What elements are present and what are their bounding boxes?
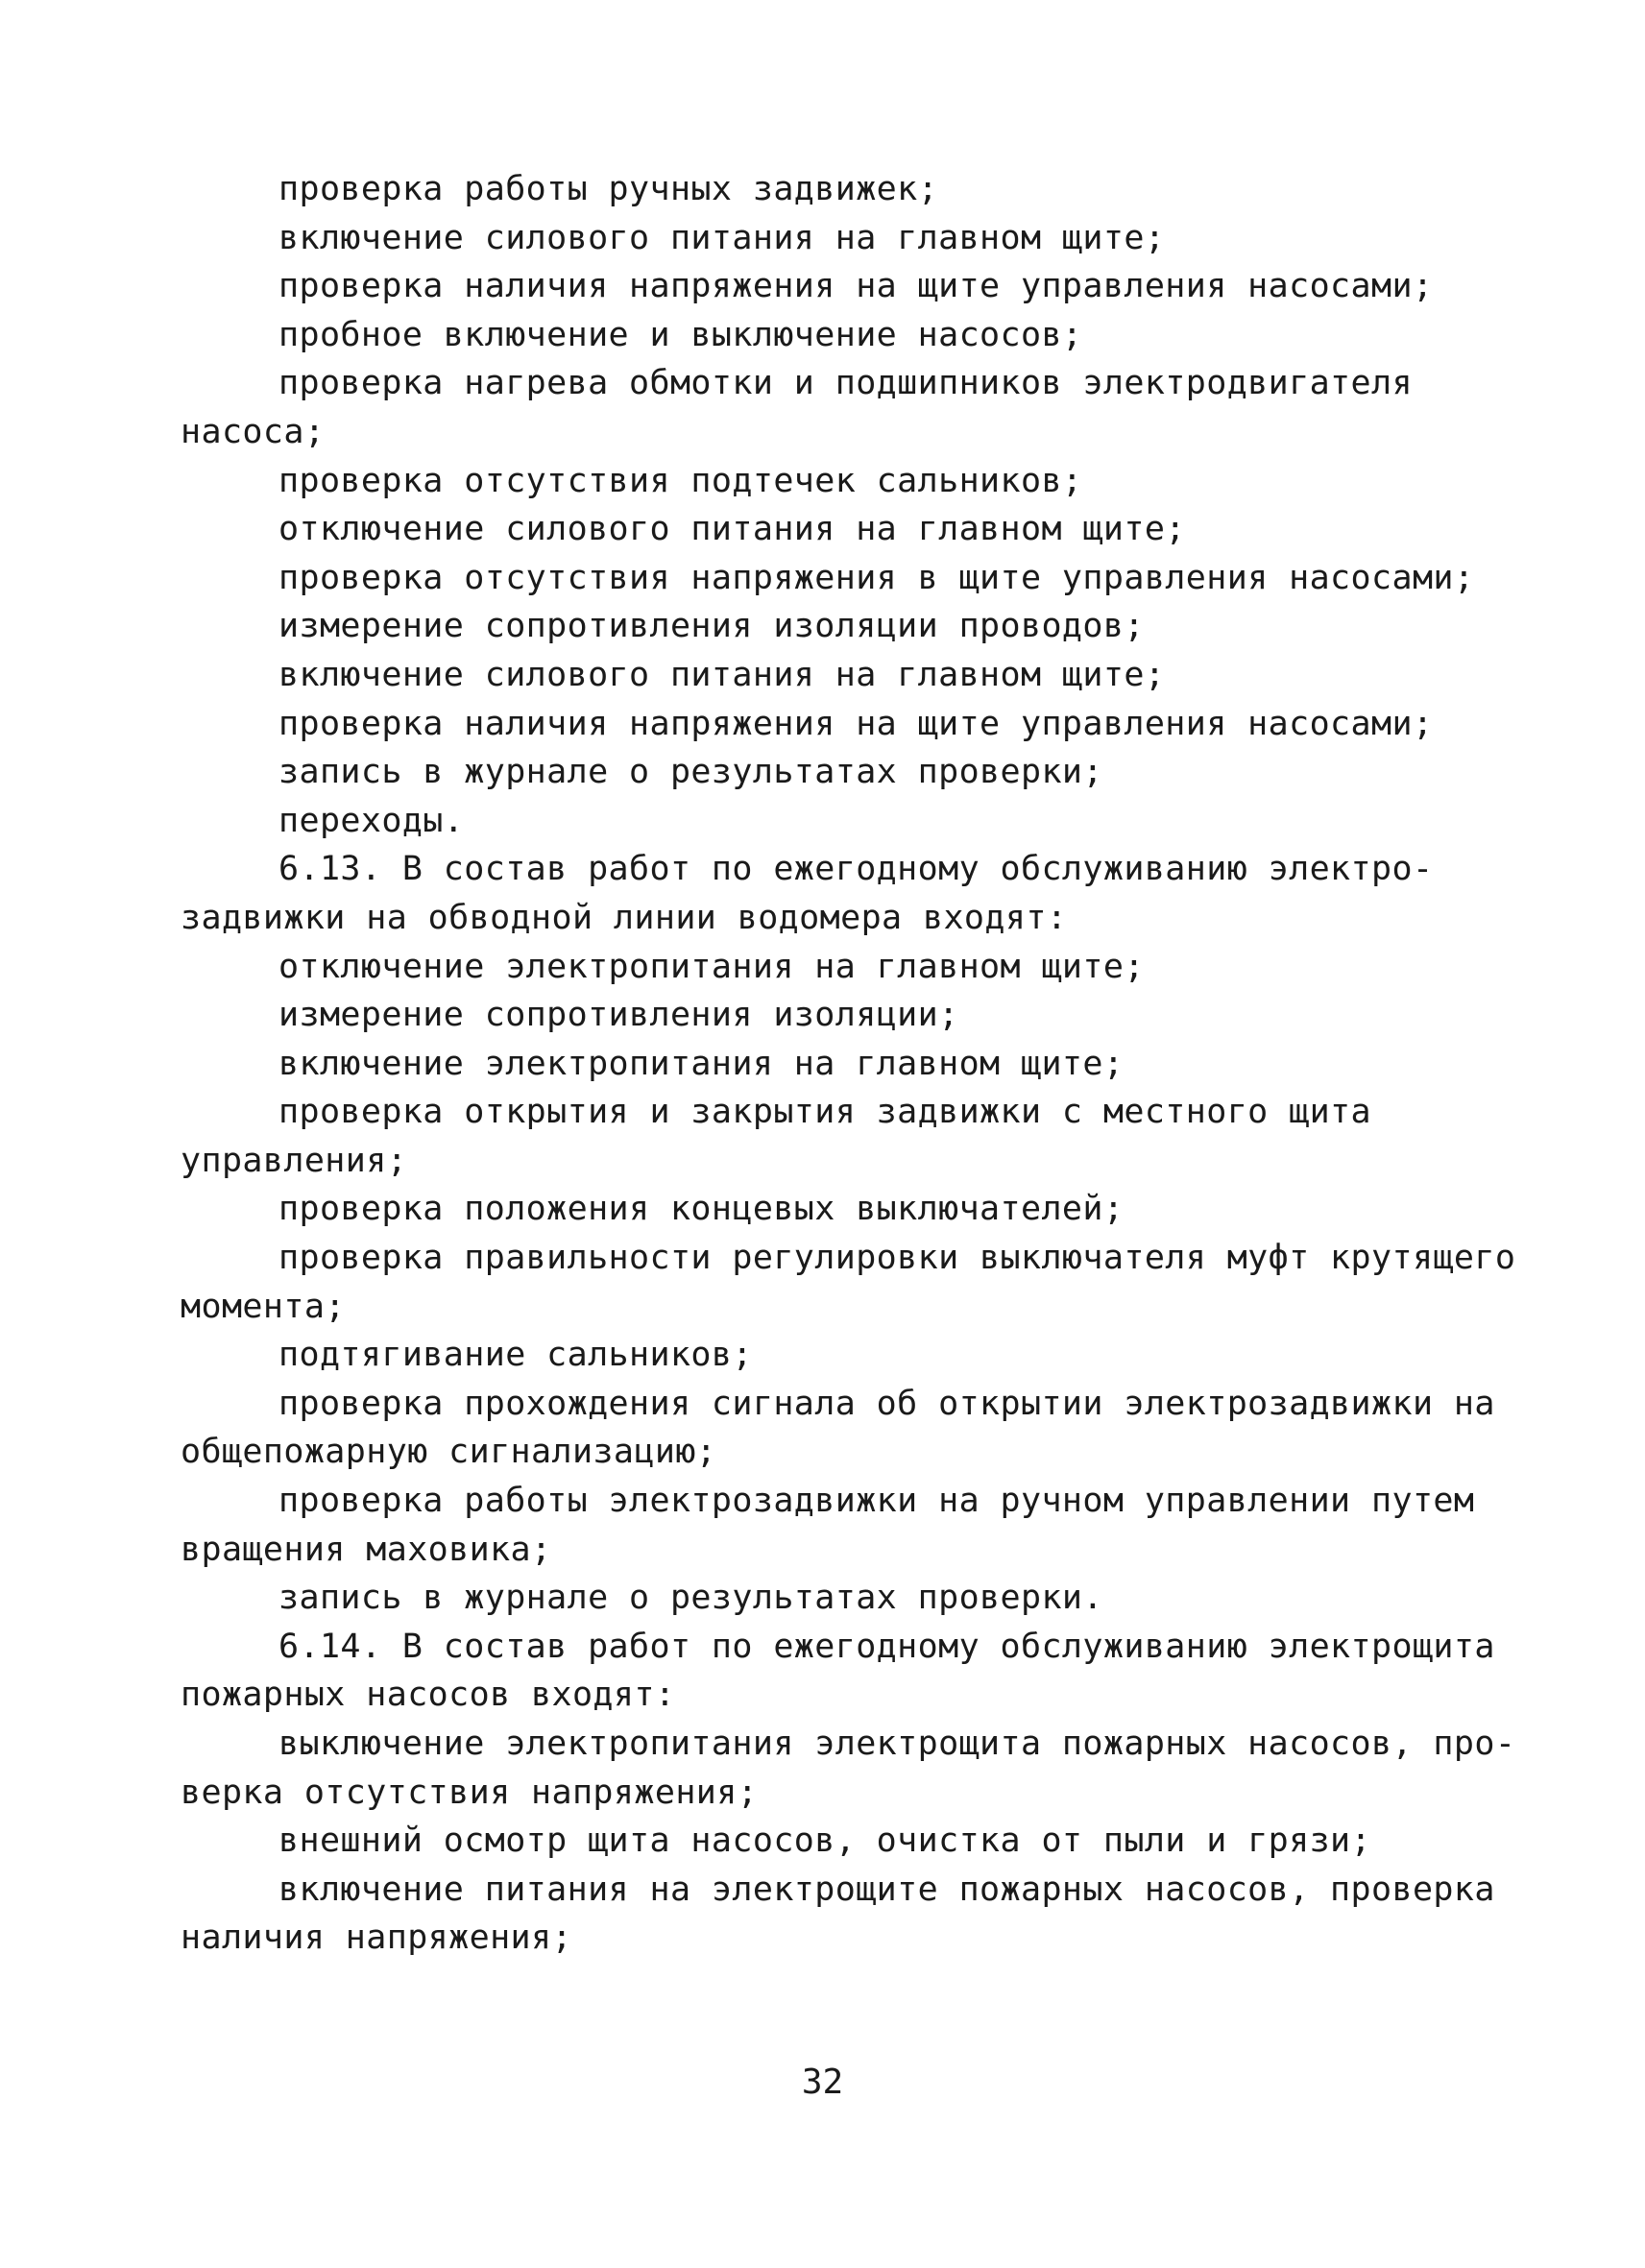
text-line: подтягивание сальников; xyxy=(278,1336,753,1375)
text-line: включение электропитания на главном щите; xyxy=(278,1044,1125,1083)
text-line: проверка нагрева обмотки и подшипников электродвигателя xyxy=(278,364,1413,403)
text-line: момента; xyxy=(181,1287,346,1326)
text-line: проверка правильности регулировки выключателя муфт крутящего xyxy=(278,1239,1516,1278)
text-line: вращения маховика; xyxy=(181,1530,552,1569)
text-line: включение силового питания на главном щите; xyxy=(278,655,1166,694)
text-line: проверка отсутствия напряжения в щите управления насосами; xyxy=(278,558,1475,597)
text-line: задвижки на обводной линии водомера входят: xyxy=(181,898,1068,937)
text-line: верка отсутствия напряжения; xyxy=(181,1773,759,1812)
text-line: отключение электропитания на главном щите; xyxy=(278,947,1145,986)
text-line: насоса; xyxy=(181,412,326,451)
text-line: проверка работы ручных задвижек; xyxy=(278,170,939,208)
text-line: управления; xyxy=(181,1141,408,1180)
text-line: включение силового питания на главном щите; xyxy=(278,218,1166,257)
text-line: запись в журнале о результатах проверки; xyxy=(278,753,1103,792)
body-text xyxy=(181,165,1516,1963)
text-line: проверка прохождения сигнала об открытии электрозадвижки на xyxy=(278,1384,1495,1423)
text-line: пробное включение и выключение насосов; xyxy=(278,315,1083,354)
text-line: 6.13. В состав работ по ежегодному обслуживанию электро- xyxy=(278,850,1434,889)
text-line: включение питания на электрощите пожарных насосов, проверка xyxy=(278,1870,1495,1909)
text-line: 6.14. В состав работ по ежегодному обслуживанию электрощита xyxy=(278,1627,1495,1666)
text-line: наличия напряжения; xyxy=(181,1918,572,1958)
text-line: проверка положения концевых выключателей; xyxy=(278,1190,1125,1229)
text-line: отключение силового питания на главном щите; xyxy=(278,510,1186,549)
text-line: проверка наличия напряжения на щите управления насосами; xyxy=(278,267,1434,306)
text-line: выключение электропитания электрощита пожарных насосов, про- xyxy=(278,1725,1516,1763)
text-line: запись в журнале о результатах проверки. xyxy=(278,1579,1103,1618)
text-line: общепожарную сигнализацию; xyxy=(181,1433,717,1472)
text-line: пожарных насосов входят: xyxy=(181,1676,676,1715)
text-line: проверка наличия напряжения на щите управления насосами; xyxy=(278,704,1434,743)
text-line: проверка отсутствия подтечек сальников; xyxy=(278,461,1083,500)
text-line: измерение сопротивления изоляции проводов; xyxy=(278,607,1145,646)
text-line: переходы. xyxy=(278,801,465,840)
page-number: 32 xyxy=(801,2063,844,2102)
text-line: измерение сопротивления изоляции; xyxy=(278,996,959,1035)
text-line: проверка работы электрозадвижки на ручном управлении путем xyxy=(278,1482,1475,1521)
text-line: внешний осмотр щита насосов, очистка от пыли и грязи; xyxy=(278,1822,1372,1861)
text-line: проверка открытия и закрытия задвижки с местного щита xyxy=(278,1093,1372,1132)
